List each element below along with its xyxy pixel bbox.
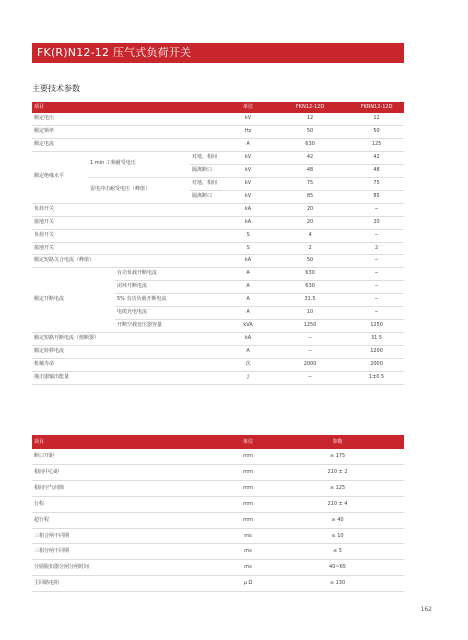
breaking-current-label: 额定开断电流 bbox=[32, 268, 115, 333]
table-row: 机械寿命 次 2000 2000 bbox=[32, 359, 404, 372]
table-row: 额定电压 kV 12 12 bbox=[32, 113, 404, 125]
table-row: 额定短路关合电流（峰值） kA 50 − bbox=[32, 255, 404, 268]
table-row: 额定绝缘水平 1 min 工频耐受电压 对地、相间 kV 42 42 bbox=[32, 151, 404, 164]
table-row: 5% 有功负载开断电流 A 31.5 − bbox=[32, 294, 404, 307]
header-item: 项目 bbox=[32, 435, 225, 449]
table-row: 闭环开断电流 A 630 − bbox=[32, 281, 404, 294]
table-row: 主回路电阻 μ Ω ≤ 130 bbox=[32, 576, 404, 592]
header-item: 项目 bbox=[32, 102, 225, 113]
table-row: 额定电流 A 630 125 bbox=[32, 138, 404, 151]
header-fkn: FKN12-12D bbox=[271, 102, 349, 113]
table-row: 负荷开关 S 4 − bbox=[32, 229, 404, 242]
lightning-impulse-label: 雷电冲击耐受电压（峰值） bbox=[88, 177, 190, 203]
table-row: 额定短路开断电流（熔断器） kA − 31.5 bbox=[32, 333, 404, 346]
page-title: FK(R)N12-12 压气式负荷开关 bbox=[32, 43, 404, 63]
table-row: 额定频率 Hz 50 50 bbox=[32, 125, 404, 138]
table-row: 额定转移电流 A − 1200 bbox=[32, 346, 404, 359]
spec-table bbox=[32, 102, 404, 385]
table-row: 分励脱扣器分闸分闸时间 ms 40~65 bbox=[32, 560, 404, 576]
table-row: 行程 mm 210 ± 4 bbox=[32, 496, 404, 512]
table-row: 相间空气间隙 mm ≥ 125 bbox=[32, 480, 404, 496]
table-header-row bbox=[32, 435, 404, 449]
table-row: 额定开断电流 有功负载开断电流 A 630 − bbox=[32, 268, 404, 281]
table-row: 三相分闸不同期 ms ≤ 5 bbox=[32, 544, 404, 560]
table-row: 电缆充电电流 A 10 − bbox=[32, 307, 404, 320]
header-value: 参数 bbox=[271, 435, 404, 449]
table-row: 撞击器输出能量 J − 1±0.5 bbox=[32, 372, 404, 385]
table-row: 雷电冲击耐受电压（峰值） 对地、相间 kV 75 75 bbox=[32, 177, 404, 190]
table-row: 隔离断口 kV 48 48 bbox=[32, 164, 404, 177]
header-unit: 单位 bbox=[225, 435, 271, 449]
table-row: 三相合闸不同期 ms ≤ 10 bbox=[32, 528, 404, 544]
table-row: 接地开关 S 2 2 bbox=[32, 242, 404, 255]
table-row: 接地开关 kA 20 20 bbox=[32, 216, 404, 229]
table-row: 负荷开关 kA 20 − bbox=[32, 203, 404, 216]
header-unit: 单位 bbox=[225, 102, 271, 113]
header-fkrn: FKRN12-12D bbox=[349, 102, 404, 113]
table-row: 隔离断口 kV 85 85 bbox=[32, 190, 404, 203]
section-title: 主要技术参数 bbox=[32, 84, 80, 93]
table-row: 相间中心距 mm 210 ± 2 bbox=[32, 464, 404, 480]
page-number: 162 bbox=[420, 606, 432, 613]
table-row: 开断空载变压器容量 kVA 1250 1250 bbox=[32, 320, 404, 333]
table-row: 断口开距 mm ≥ 175 bbox=[32, 449, 404, 464]
insulation-label: 额定绝缘水平 bbox=[32, 151, 88, 203]
power-frequency-label: 1 min 工频耐受电压 bbox=[88, 151, 190, 177]
table-header-row bbox=[32, 102, 404, 113]
mechanical-params-table bbox=[32, 435, 404, 592]
table-row: 超行程 mm ≥ 40 bbox=[32, 512, 404, 528]
